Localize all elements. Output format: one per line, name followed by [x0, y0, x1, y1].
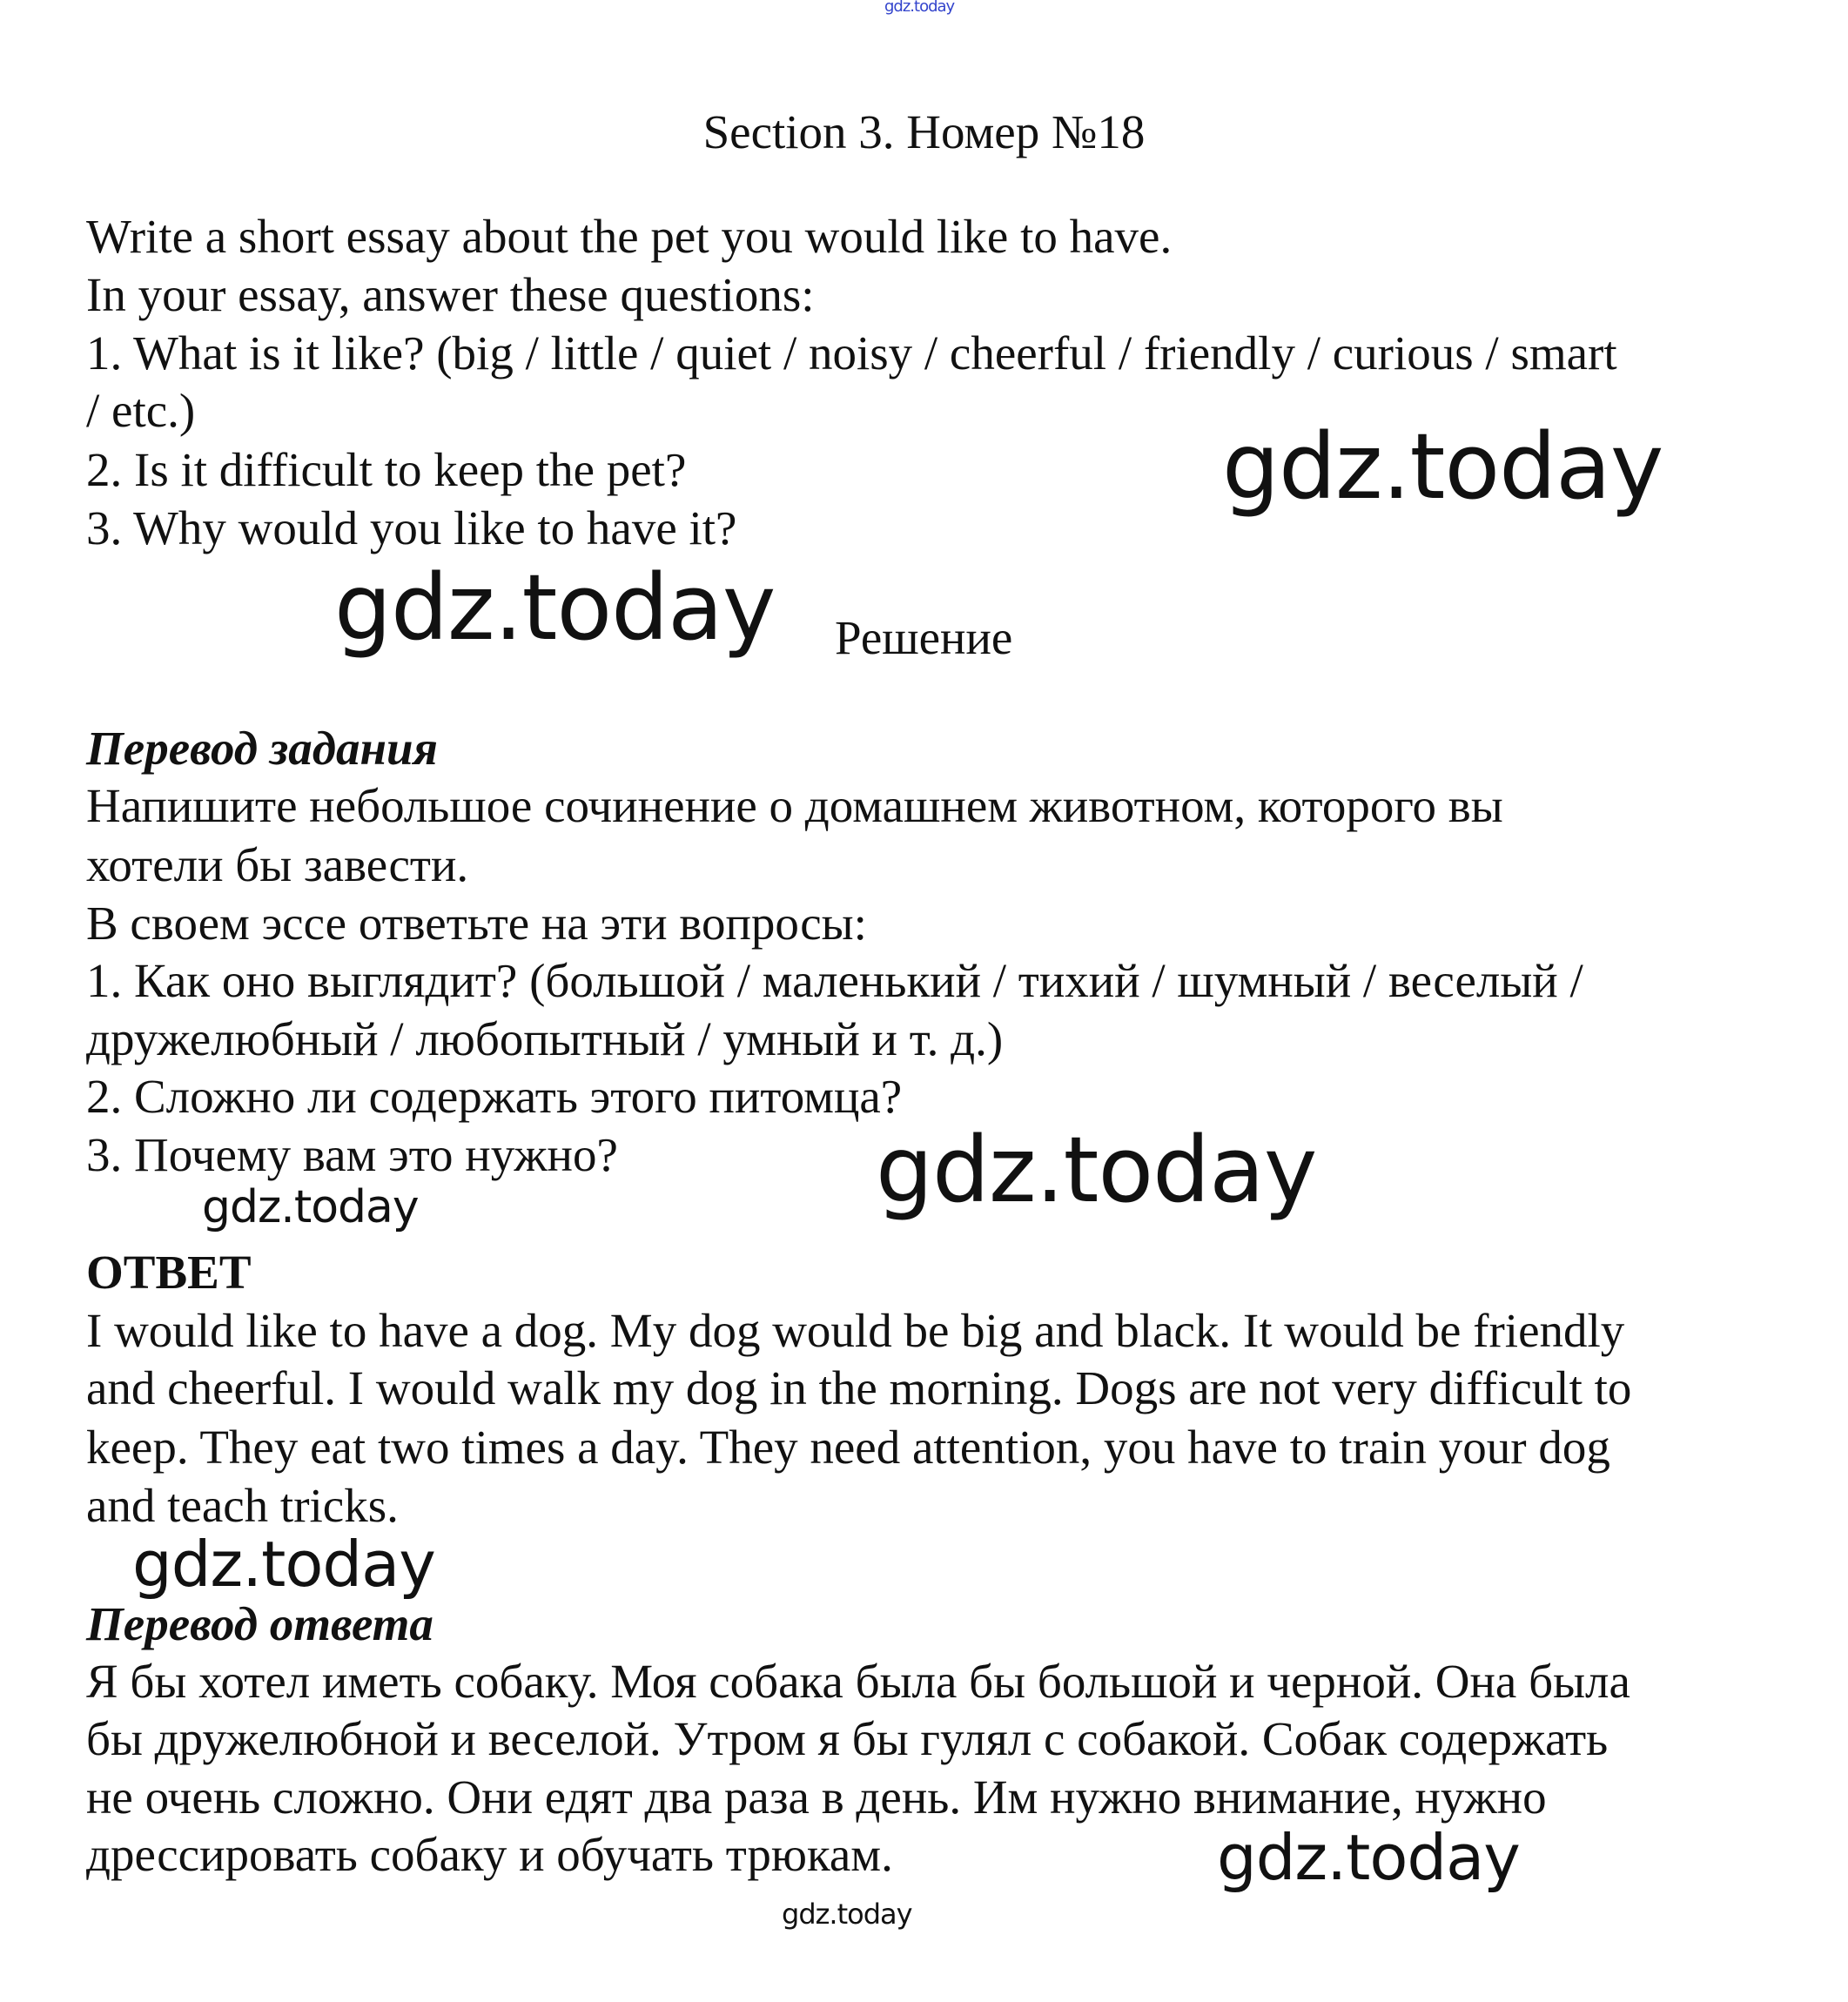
translation-heading: Перевод задания: [86, 722, 438, 775]
translation-line: 2. Сложно ли содержать этого питомца?: [86, 1070, 903, 1123]
task-line: 2. Is it difficult to keep the pet?: [86, 443, 687, 496]
answer-translation-line: дрессировать собаку и обучать трюкам.: [86, 1828, 893, 1881]
watermark: gdz.today: [782, 1898, 912, 1931]
task-line: 1. What is it like? (big / little / quiet / noisy / cheerful / friendly / curious / smart: [86, 326, 1617, 380]
solution-label: Решение: [835, 611, 1013, 664]
translation-line: хотели бы завести.: [86, 838, 469, 891]
watermark: gdz.today: [1217, 1821, 1520, 1894]
task-line: 3. Why would you like to have it?: [86, 501, 737, 554]
answer-line: keep. They eat two times a day. They need attention, you have to train your dog: [86, 1421, 1610, 1474]
answer-translation-line: Я бы хотел иметь собаку. Моя собака была бы большой и черной. Она была: [86, 1655, 1630, 1708]
watermark: gdz.today: [1222, 413, 1663, 520]
watermark: gdz.today: [132, 1528, 435, 1601]
answer-line: and teach tricks.: [86, 1479, 399, 1532]
watermark-top: gdz.today: [884, 0, 955, 16]
watermark: gdz.today: [334, 554, 776, 661]
task-line: Write a short essay about the pet you would like to have.: [86, 210, 1173, 263]
page-title: Section 3. Номер №18: [702, 105, 1146, 158]
translation-line: 1. Как оно выглядит? (большой / маленький / тихий / шумный / веселый /: [86, 954, 1583, 1007]
translation-line: 3. Почему вам это нужно?: [86, 1128, 618, 1181]
answer-translation-line: не очень сложно. Они едят два раза в день. Им нужно внимание, нужно: [86, 1770, 1547, 1824]
translation-line: дружелюбный / любопытный / умный и т. д.): [86, 1012, 1004, 1065]
answer-heading: ОТВЕТ: [86, 1246, 252, 1299]
translation-line: Напишите небольшое сочинение о домашнем животном, которого вы: [86, 779, 1503, 832]
task-line: In your essay, answer these questions:: [86, 268, 815, 321]
answer-translation-line: бы дружелюбной и веселой. Утром я бы гулял с собакой. Собак содержать: [86, 1712, 1609, 1765]
task-line: / etc.): [86, 384, 196, 437]
translation-line: В своем эссе ответьте на эти вопросы:: [86, 897, 867, 950]
answer-translation-heading: Перевод ответа: [86, 1597, 433, 1650]
answer-line: and cheerful. I would walk my dog in the morning. Dogs are not very difficult to: [86, 1361, 1632, 1414]
watermark: gdz.today: [202, 1181, 419, 1233]
watermark: gdz.today: [876, 1117, 1317, 1223]
answer-line: I would like to have a dog. My dog would be big and black. It would be friendly: [86, 1304, 1625, 1357]
